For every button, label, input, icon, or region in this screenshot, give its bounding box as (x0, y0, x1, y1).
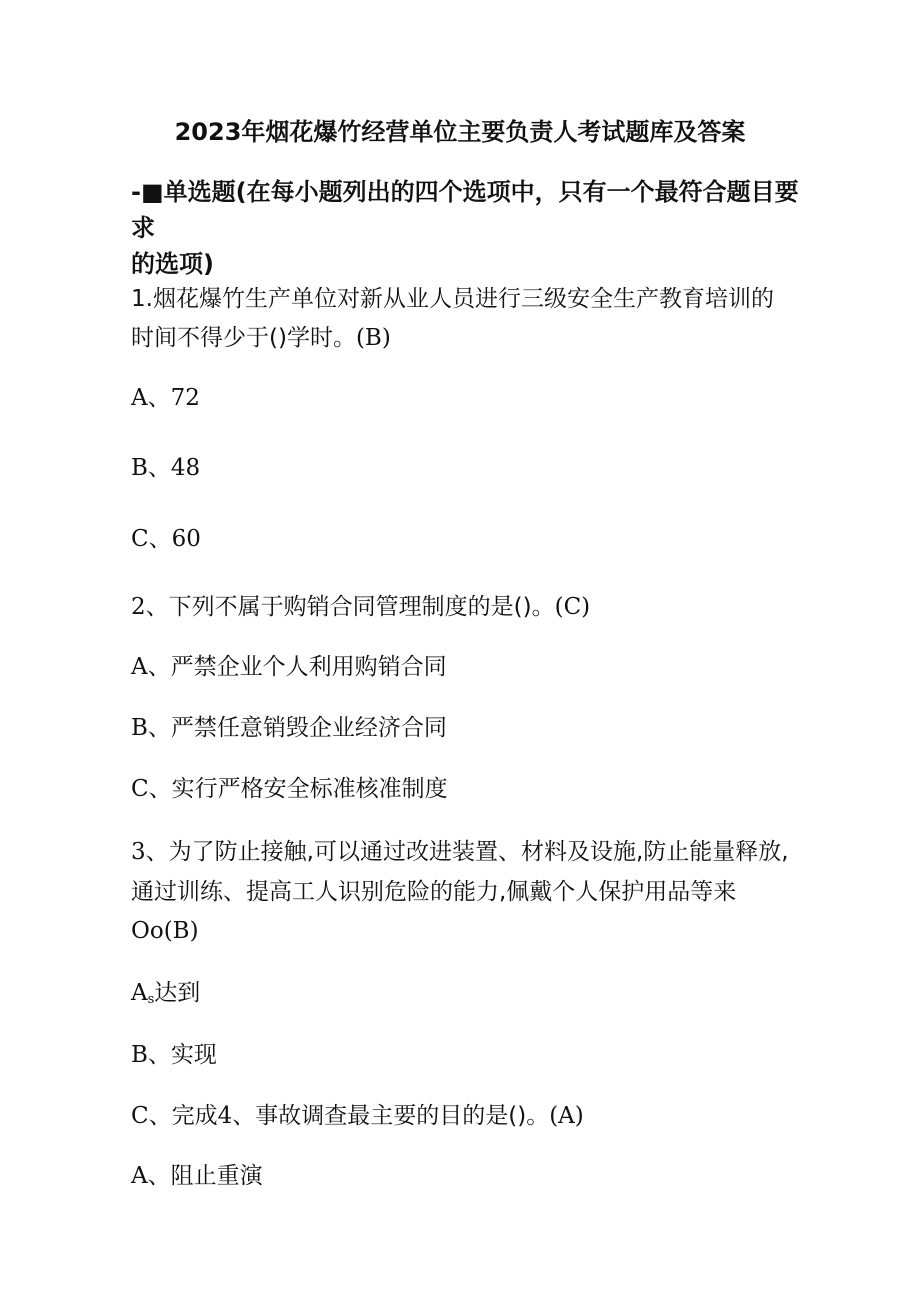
option-letter: C、 (131, 526, 172, 552)
question-3-line-1 (131, 834, 789, 870)
option-text: 阻止重演 (170, 1163, 263, 1189)
question-3-option-b (131, 1037, 217, 1073)
option-text: 达到 (154, 980, 201, 1006)
option-text: 严禁企业个人利用购销合同 (170, 654, 447, 680)
question-2 (131, 589, 590, 625)
question-4-text: 事故调查最主要的目的是()。 (255, 1103, 550, 1129)
option-text: 48 (170, 455, 201, 481)
option-text: 72 (170, 385, 200, 411)
question-1-line-2 (131, 320, 391, 356)
option-letter: C、 (131, 1103, 172, 1129)
option-letter: B、 (131, 455, 171, 481)
question-1-option-a (131, 380, 200, 416)
question-1-text: 时间不得少于()学时。 (131, 325, 356, 351)
section-heading (131, 174, 811, 282)
question-2-number: 2、 (131, 594, 169, 620)
question-4-number: 4、 (217, 1103, 256, 1129)
question-1-answer: (B) (355, 325, 391, 351)
option-text: 完成 (171, 1103, 218, 1129)
option-text: 实行严格安全标准核准制度 (171, 776, 448, 802)
question-2-answer: (C) (554, 594, 591, 620)
question-1-option-b (131, 450, 200, 486)
option-letter-suffix: s (147, 992, 155, 1007)
section-heading-line-1: -■单选题(在每小题列出的四个选项中，只有一个最符合题目要求 (131, 178, 799, 242)
question-3-line-3: Oo(B) (131, 918, 199, 944)
question-3-number: 3、 (131, 839, 169, 865)
question-2-option-c (131, 771, 448, 807)
question-2-option-b (131, 710, 447, 746)
option-text: 60 (171, 526, 201, 552)
option-letter: A、 (131, 654, 171, 680)
option-letter: A、 (131, 1163, 171, 1189)
section-heading-line-2: 的选项) (131, 250, 214, 278)
option-text: 严禁任意销毁企业经济合同 (170, 715, 447, 741)
question-1-line-1: 1.烟花爆竹生产单位对新从业人员进行三级安全生产教育培训的 (131, 286, 774, 312)
question-3-line-2: 通过训练、提高工人识别危险的能力,佩戴个人保护用品等来 (131, 879, 737, 905)
question-3-option-c-and-question-4 (131, 1098, 584, 1134)
question-1-option-c (131, 521, 201, 557)
question-4-answer: (A) (549, 1103, 584, 1129)
option-letter: A、 (131, 385, 171, 411)
question-3-option-a (131, 975, 200, 1018)
option-letter: B、 (131, 1042, 171, 1068)
option-letter: C、 (131, 776, 172, 802)
document-title: 2023年烟花爆竹经营单位主要负责人考试题库及答案 (174, 118, 746, 146)
option-letter: A (131, 980, 148, 1006)
question-2-text: 下列不属于购销合同管理制度的是()。 (168, 594, 555, 620)
question-2-option-a (131, 649, 447, 685)
option-text: 实现 (170, 1042, 217, 1068)
question-3-text: 为了防止接触,可以通过改进装置、材料及设施,防止能量释放, (168, 839, 789, 865)
question-4-option-a (131, 1158, 263, 1194)
option-letter: B、 (131, 715, 171, 741)
